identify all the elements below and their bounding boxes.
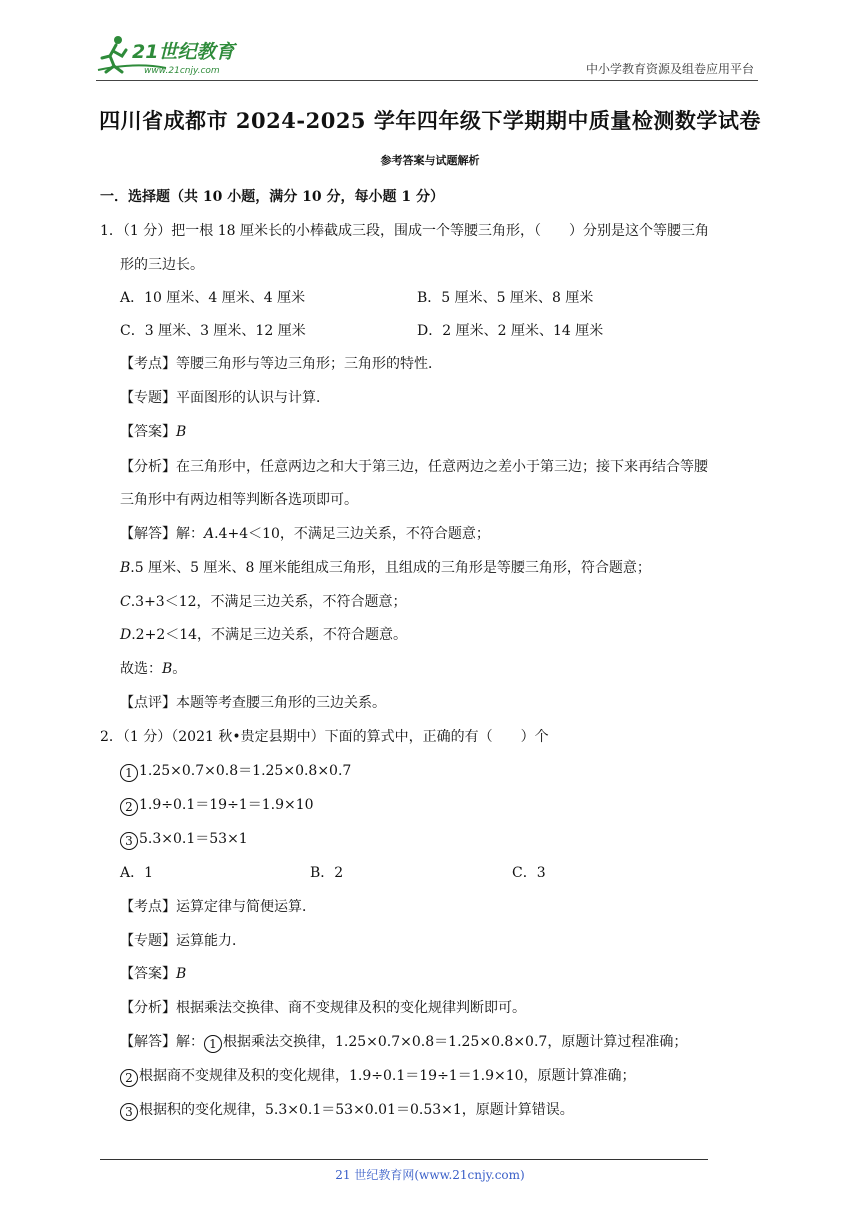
circled-number-icon: 3 bbox=[120, 832, 138, 850]
q1-analysis-line1: 【分析】在三角形中，任意两边之和大于第三边，任意两边之差小于第三边；接下来再结合等腰 bbox=[120, 459, 708, 475]
q1-solution-d-letter: D bbox=[120, 627, 132, 643]
site-logo bbox=[96, 32, 266, 78]
q1-final-label: 故选： bbox=[120, 661, 162, 677]
header-divider bbox=[96, 80, 758, 81]
q1-solution-b-letter: B bbox=[120, 560, 131, 576]
footer-divider bbox=[100, 1159, 708, 1160]
q2-item-1-text: 1.25×0.7×0.8＝1.25×0.8×0.7 bbox=[139, 763, 352, 779]
logo-url: www.21cnjy.com bbox=[144, 66, 220, 76]
q2-item-2 bbox=[120, 794, 314, 816]
q2-zhuanti: 【专题】运算能力． bbox=[120, 933, 246, 949]
q1-analysis-line2: 三角形中有两边相等判断各选项即可。 bbox=[120, 492, 358, 508]
q1-solution-label: 【解答】解： bbox=[120, 526, 204, 542]
q2-option-b: B．2 bbox=[310, 865, 344, 881]
q1-solution-a-letter: A bbox=[204, 526, 215, 542]
q2-item-2-text: 1.9÷0.1＝19÷1＝1.9×10 bbox=[139, 797, 314, 813]
q2-option-a: A．1 bbox=[120, 865, 154, 881]
q1-solution-a-text: .4+4＜10，不满足三边关系，不符合题意； bbox=[214, 526, 490, 542]
q1-stem-line1: 1．（1 分）把一根 18 厘米长的小棒截成三段，围成一个等腰三角形，（ ）分别是这个等腰三角 bbox=[100, 223, 709, 239]
q2-answer bbox=[120, 963, 186, 983]
circled-number-icon: 2 bbox=[120, 1069, 138, 1087]
circled-number-icon: 3 bbox=[120, 1103, 138, 1121]
q1-option-d: D．2 厘米、2 厘米、14 厘米 bbox=[417, 323, 604, 339]
footer-link[interactable]: 21 世纪教育网(www.21cnjy.com) bbox=[335, 1168, 525, 1182]
q2-solution-1-text: 根据乘法交换律，1.25×0.7×0.8＝1.25×0.8×0.7，原题计算过程准确； bbox=[223, 1034, 688, 1050]
section-heading: 一．选择题（共 10 小题，满分 10 分，每小题 1 分） bbox=[100, 189, 444, 205]
q2-item-3-text: 5.3×0.1＝53×1 bbox=[139, 831, 248, 847]
q1-solution-c-text: .3+3＜12，不满足三边关系，不符合题意； bbox=[130, 594, 407, 610]
q1-comment: 【点评】本题等考查腰三角形的三边关系。 bbox=[120, 695, 386, 711]
q1-solution-b-text: .5 厘米、5 厘米、8 厘米能组成三角形，且组成的三角形是等腰三角形，符合题意； bbox=[130, 560, 651, 576]
q1-solution-d-text: .2+2＜14，不满足三边关系，不符合题意。 bbox=[131, 627, 408, 643]
q2-item-3 bbox=[120, 828, 248, 850]
page-title: 四川省成都市 2024-2025 学年四年级下学期期中质量检测数学试卷 bbox=[99, 108, 761, 133]
q1-solution-a bbox=[120, 523, 490, 543]
q2-solution-label: 【解答】解： bbox=[120, 1034, 204, 1050]
q1-solution-b bbox=[120, 557, 651, 577]
q1-final-choice bbox=[120, 658, 186, 678]
circled-number-icon: 2 bbox=[120, 798, 138, 816]
q2-kaodian: 【考点】运算定律与简便运算． bbox=[120, 899, 316, 915]
page-subtitle: 参考答案与试题解析 bbox=[380, 154, 480, 167]
q2-item-1 bbox=[120, 760, 351, 782]
q1-final-letter: B bbox=[162, 661, 173, 677]
page-header bbox=[96, 32, 758, 80]
circled-number-icon: 1 bbox=[204, 1035, 222, 1053]
q1-answer-label: 【答案】 bbox=[120, 424, 176, 440]
q1-solution-c-letter: C bbox=[120, 594, 131, 610]
q2-answer-value: B bbox=[176, 966, 187, 982]
q1-final-end: 。 bbox=[172, 661, 187, 677]
q2-option-c: C．3 bbox=[512, 865, 546, 881]
circled-number-icon: 1 bbox=[120, 764, 138, 782]
q1-answer bbox=[120, 421, 186, 441]
header-platform-text: 中小学教育资源及组卷应用平台 bbox=[585, 62, 754, 76]
q2-solution-2-text: 根据商不变规律及积的变化规律，1.9÷0.1＝19÷1＝1.9×10，原题计算准确； bbox=[139, 1068, 636, 1084]
q1-answer-value: B bbox=[176, 424, 187, 440]
q2-solution-3-text: 根据积的变化规律，5.3×0.1＝53×0.01＝0.53×1，原题计算错误。 bbox=[139, 1102, 574, 1118]
q2-solution-2 bbox=[120, 1065, 636, 1087]
q2-analysis: 【分析】根据乘法交换律、商不变规律及积的变化规律判断即可。 bbox=[120, 1000, 526, 1016]
q1-option-a: A．10 厘米、4 厘米、4 厘米 bbox=[120, 290, 306, 306]
q2-answer-label: 【答案】 bbox=[120, 966, 176, 982]
logo-text: 21世纪教育 bbox=[132, 41, 235, 63]
q2-solution-1 bbox=[120, 1031, 687, 1053]
q1-solution-d bbox=[120, 624, 407, 644]
q2-solution-3 bbox=[120, 1099, 574, 1121]
q1-kaodian: 【考点】等腰三角形与等边三角形；三角形的特性． bbox=[120, 356, 442, 372]
q1-stem-line2: 形的三边长。 bbox=[120, 257, 204, 273]
q1-solution-c bbox=[120, 591, 407, 611]
q1-option-b: B．5 厘米、5 厘米、8 厘米 bbox=[417, 290, 594, 306]
q2-stem: 2．（1 分）（2021 秋•贵定县期中）下面的算式中，正确的有（ ）个 bbox=[100, 729, 549, 745]
q1-option-c: C．3 厘米、3 厘米、12 厘米 bbox=[120, 323, 306, 339]
q1-zhuanti: 【专题】平面图形的认识与计算． bbox=[120, 390, 330, 406]
